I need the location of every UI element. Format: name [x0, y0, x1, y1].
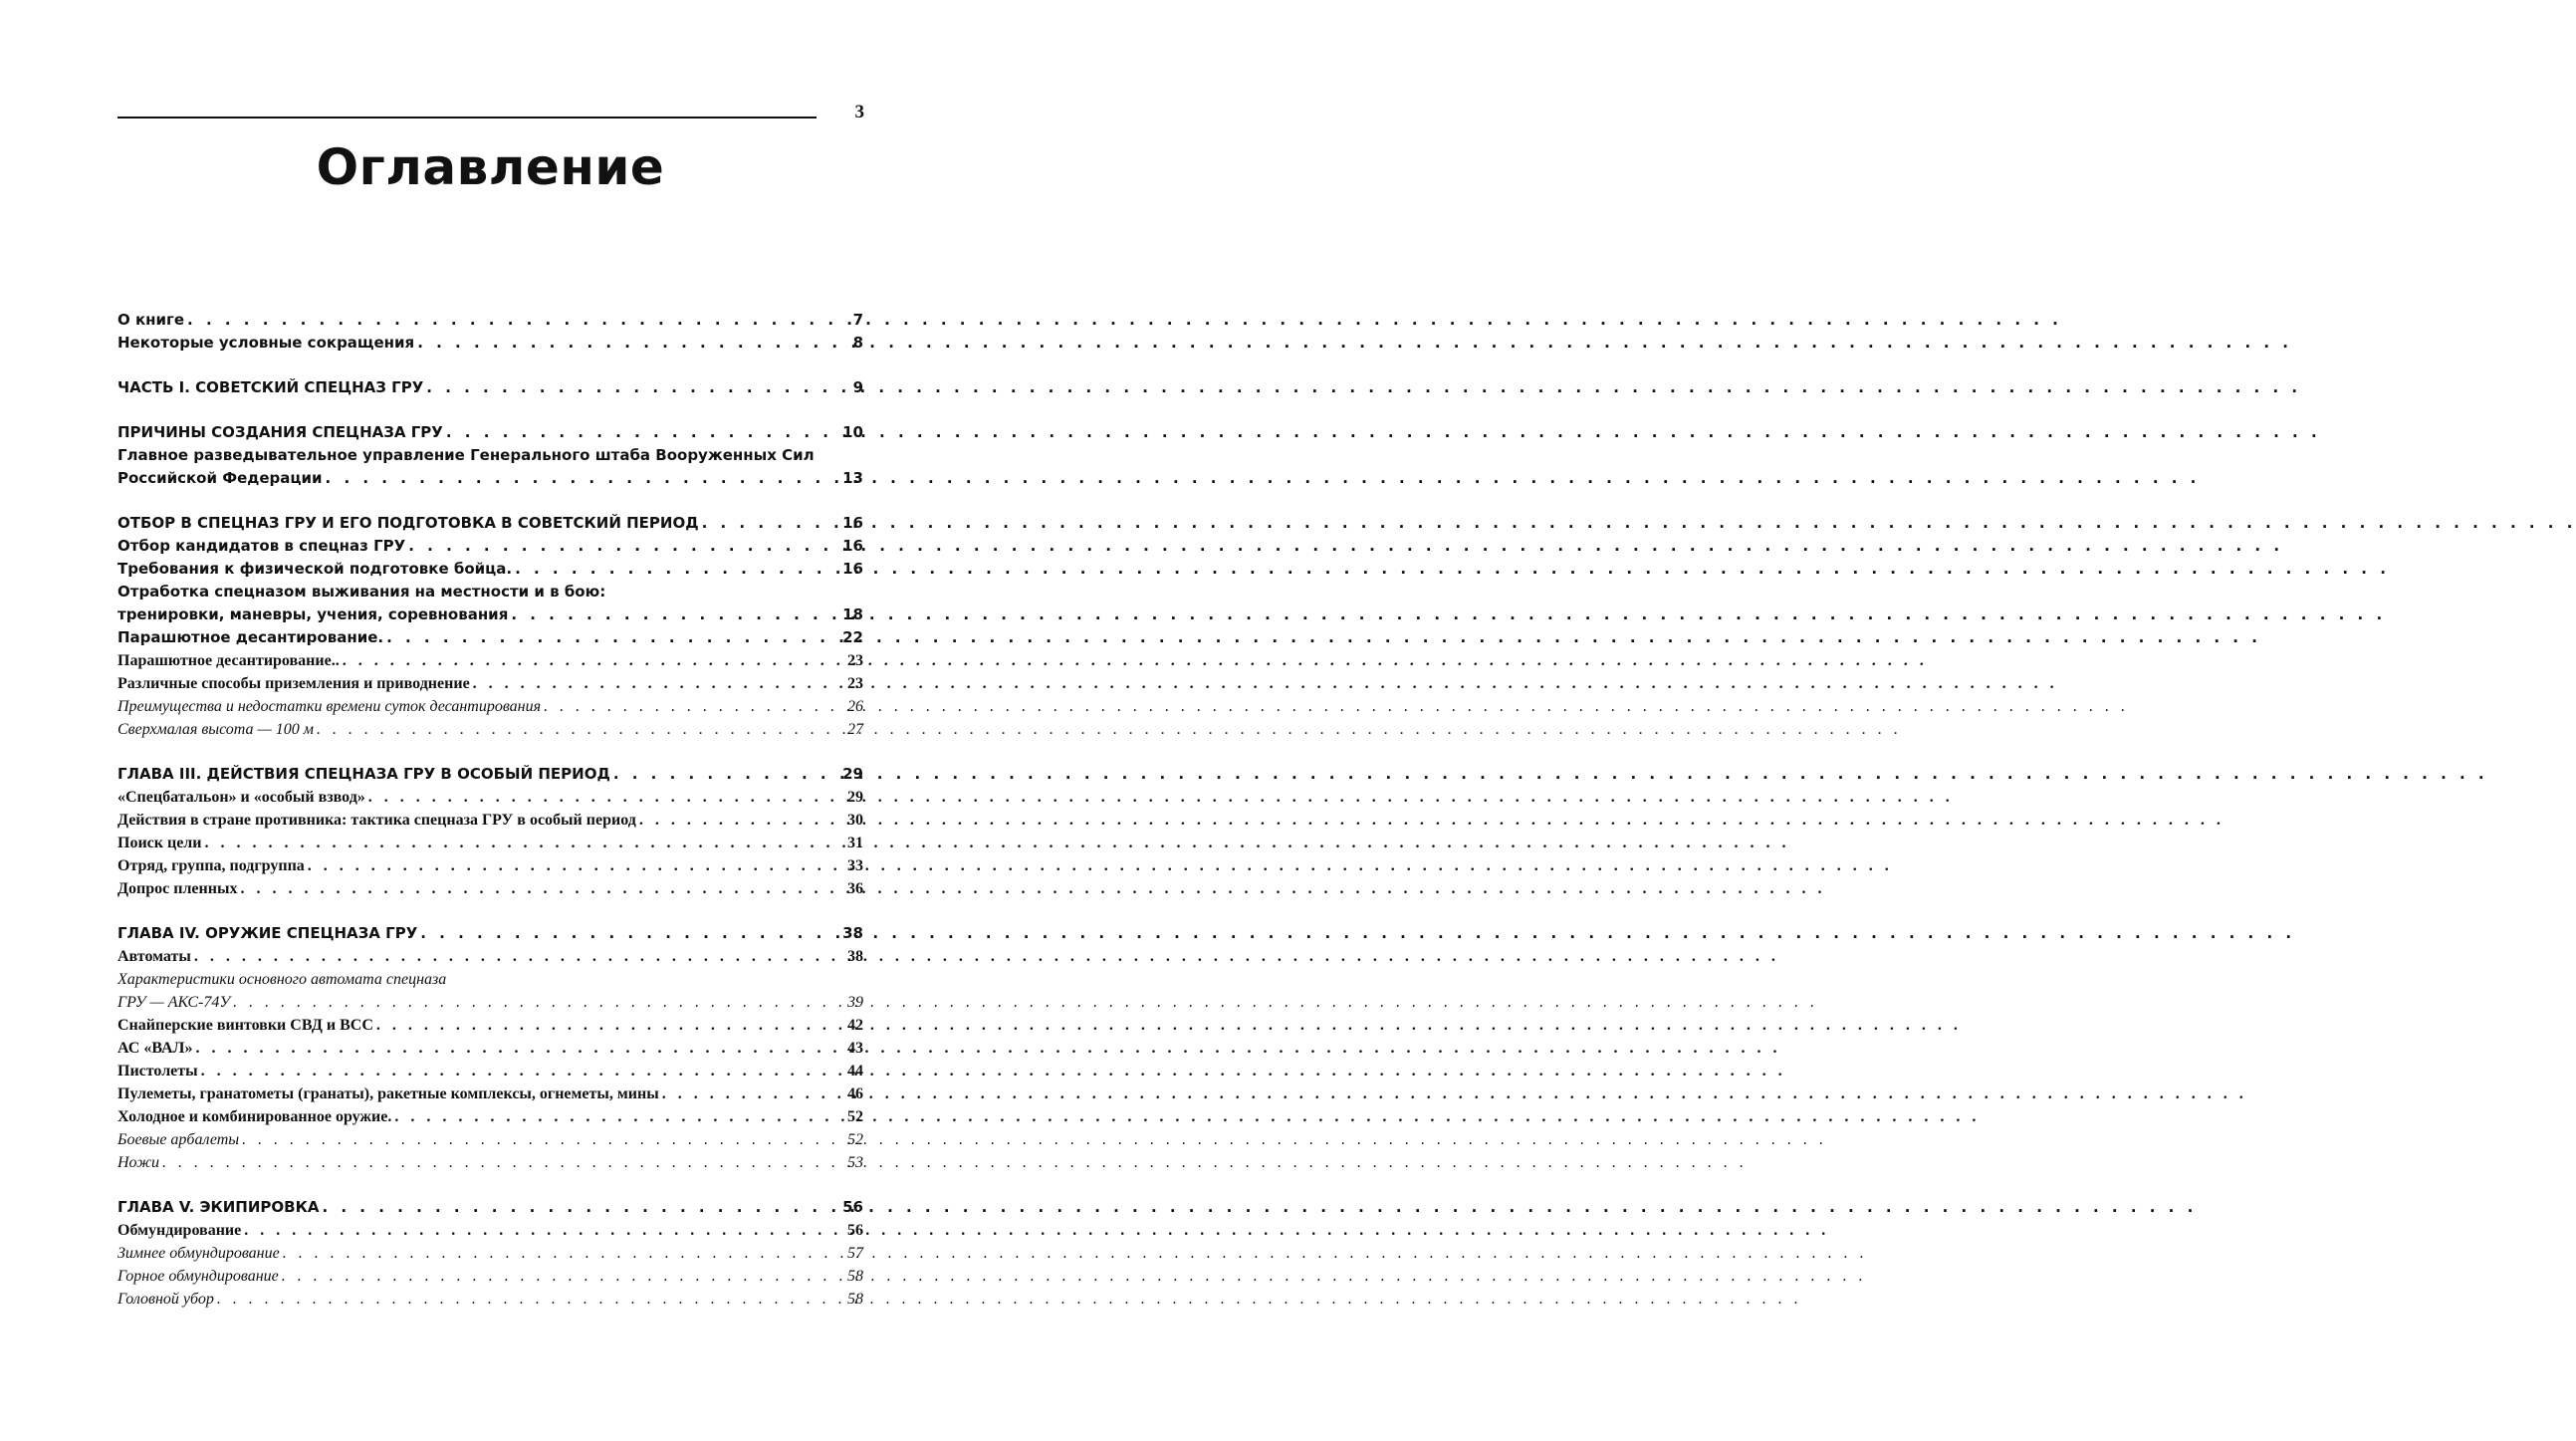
toc-entry-title: ПРИЧИНЫ СОЗДАНИЯ СПЕЦНАЗА ГРУ — [117, 423, 443, 441]
toc-entry-page: 29 — [842, 765, 863, 783]
toc-entry-title: Ножи — [117, 1154, 160, 1171]
dot-leader — [217, 1288, 844, 1311]
toc-entry[interactable] — [117, 1196, 863, 1219]
toc-entry-title: Характеристики основного автомата спецназа — [117, 971, 447, 988]
toc-entry[interactable] — [117, 467, 863, 490]
dot-leader — [613, 763, 839, 786]
toc-entry-title: Допрос пленных — [117, 880, 238, 897]
dot-leader — [162, 1151, 844, 1174]
toc-entry[interactable] — [117, 786, 863, 809]
toc-entry-title: Главное разведывательное управление Генерального штаба Вооруженных Сил — [117, 446, 815, 464]
toc-entry-page: 16 — [842, 537, 863, 555]
toc-entry-page: 33 — [847, 857, 863, 874]
toc-entry-title: АС «ВАЛ» — [117, 1040, 193, 1057]
toc-entry-page: 23 — [847, 652, 863, 669]
toc-entry-title: Холодное и комбинированное оружие. — [117, 1108, 392, 1125]
toc-entry-page: 22 — [842, 628, 863, 646]
dot-leader — [282, 1265, 844, 1288]
toc-entry-page: 38 — [842, 924, 863, 942]
toc-entry-title: Отбор кандидатов в спецназ ГРУ — [117, 537, 406, 555]
toc-entry[interactable] — [117, 309, 863, 332]
toc-entry-page: 42 — [847, 1017, 863, 1034]
toc-entry[interactable] — [117, 877, 863, 900]
table-of-contents — [117, 309, 863, 1311]
toc-entry-title: Некоторые условные сокращения — [117, 334, 415, 352]
toc-entry-page: 29 — [847, 789, 863, 806]
toc-entry[interactable] — [117, 1219, 863, 1242]
toc-entry-title: тренировки, маневры, учения, соревнования — [117, 605, 509, 623]
dot-leader — [233, 991, 844, 1014]
toc-entry[interactable] — [117, 1151, 863, 1174]
toc-entry[interactable] — [117, 376, 863, 399]
dot-leader — [283, 1242, 844, 1265]
toc-entry-title: Снайперские винтовки СВД и ВСС — [117, 1017, 373, 1034]
toc-entry[interactable] — [117, 512, 863, 535]
toc-entry[interactable] — [117, 1082, 863, 1105]
toc-entry-page: 39 — [847, 994, 863, 1011]
toc-entry-page: 27 — [847, 721, 863, 738]
dot-leader — [515, 558, 839, 581]
dot-leader — [201, 1060, 844, 1082]
toc-entry[interactable] — [117, 535, 863, 558]
toc-entry-page: 16 — [842, 560, 863, 578]
toc-entry-page: 10 — [842, 423, 863, 441]
toc-entry-title: Обмундирование — [117, 1222, 242, 1239]
toc-entry-page: 31 — [847, 835, 863, 851]
toc-entry-page: 46 — [847, 1085, 863, 1102]
dot-leader — [702, 512, 840, 535]
toc-entry-title: Парашютное десантирование.. — [117, 652, 340, 669]
toc-entry-title: Российской Федерации — [117, 469, 323, 487]
toc-entry[interactable] — [117, 1014, 863, 1037]
toc-entry-title: Боевые арбалеты — [117, 1131, 240, 1148]
toc-entry-title: Преимущества и недостатки времени суток десантирования — [117, 698, 542, 715]
dot-leader — [195, 1037, 844, 1060]
toc-entry[interactable] — [117, 695, 863, 718]
dot-leader — [343, 649, 844, 672]
header-rule — [117, 117, 817, 119]
toc-entry[interactable] — [117, 581, 863, 603]
dot-leader — [420, 922, 839, 945]
toc-entry[interactable] — [117, 558, 863, 581]
toc-entry[interactable] — [117, 922, 863, 945]
toc-entry[interactable] — [117, 718, 863, 741]
toc-entry[interactable] — [117, 603, 863, 626]
toc-entry-title: Поиск цели — [117, 835, 202, 851]
toc-entry-page: 18 — [842, 605, 863, 623]
toc-entry-title: «Спецбатальон» и «особый взвод» — [117, 789, 365, 806]
toc-entry-page: 58 — [847, 1291, 863, 1308]
page-number: 3 — [854, 102, 864, 122]
toc-entry-page: 26 — [847, 698, 863, 715]
toc-entry[interactable] — [117, 626, 863, 649]
toc-entry-title: Отряд, группа, подгруппа — [117, 857, 305, 874]
toc-entry-title: Различные способы приземления и приводнение — [117, 675, 470, 692]
toc-entry-page: 9 — [852, 378, 863, 396]
toc-entry-title: Автоматы — [117, 948, 191, 965]
toc-entry[interactable] — [117, 763, 863, 786]
toc-entry-title: Требования к физической подготовке бойца. — [117, 560, 513, 578]
toc-entry-title: ГЛАВА V. ЭКИПИРОВКА — [117, 1198, 320, 1216]
toc-entry-title: Пистолеты — [117, 1063, 198, 1080]
toc-entry-title: ГРУ — АКС-74У — [117, 994, 231, 1011]
toc-entry[interactable] — [117, 421, 863, 444]
toc-entry-page: 58 — [847, 1268, 863, 1285]
toc-entry[interactable] — [117, 672, 863, 695]
toc-entry[interactable] — [117, 832, 863, 854]
toc-entry-page: 38 — [847, 948, 863, 965]
toc-entry-title: Горное обмундирование — [117, 1268, 279, 1285]
toc-entry-title: Пулеметы, гранатометы (гранаты), ракетные комплексы, огнеметы, мины — [117, 1085, 659, 1102]
toc-entry-title: Сверхмалая высота — 100 м — [117, 721, 314, 738]
dot-leader — [205, 832, 845, 854]
dot-leader — [194, 945, 844, 968]
toc-entry[interactable] — [117, 1128, 863, 1151]
toc-entry-page: 13 — [842, 469, 863, 487]
toc-entry[interactable] — [117, 945, 863, 968]
toc-entry-title: Зимнее обмундирование — [117, 1245, 280, 1262]
dot-leader — [308, 854, 844, 877]
dot-leader — [446, 421, 839, 444]
dot-leader — [386, 626, 839, 649]
toc-entry-page: 36 — [847, 880, 863, 897]
dot-leader — [326, 467, 840, 490]
dot-leader — [408, 535, 839, 558]
toc-entry-page: 57 — [847, 1245, 863, 1262]
toc-entry-page: 52 — [847, 1131, 863, 1148]
dot-leader — [244, 1219, 844, 1242]
toc-entry-title: ГЛАВА IV. ОРУЖИЕ СПЕЦНАЗА ГРУ — [117, 924, 418, 942]
dot-leader — [426, 376, 849, 399]
toc-entry[interactable] — [117, 854, 863, 877]
dot-leader — [240, 877, 844, 900]
toc-entry-page: 52 — [847, 1108, 863, 1125]
dot-leader — [417, 332, 849, 355]
toc-entry[interactable] — [117, 1105, 863, 1128]
toc-entry-title: ОТБОР В СПЕЦНАЗ ГРУ И ЕГО ПОДГОТОВКА В СОВЕТСКИЙ ПЕРИОД — [117, 514, 699, 532]
dot-leader — [368, 786, 844, 809]
toc-entry-title: Действия в стране противника: тактика спецназа ГРУ в особый период — [117, 812, 636, 829]
dot-leader — [639, 809, 844, 832]
toc-entry-page: 23 — [847, 675, 863, 692]
toc-entry-page: 44 — [847, 1063, 863, 1080]
toc-entry-page: 43 — [847, 1040, 863, 1057]
toc-entry-title: Парашютное десантирование. — [117, 628, 384, 646]
dot-leader — [376, 1014, 844, 1037]
toc-entry[interactable] — [117, 1060, 863, 1082]
toc-entry-page: 53 — [847, 1154, 863, 1171]
toc-entry[interactable] — [117, 332, 863, 355]
toc-entry[interactable] — [117, 1242, 863, 1265]
toc-entry-title: ГЛАВА III. ДЕЙСТВИЯ СПЕЦНАЗА ГРУ В ОСОБЫЙ ПЕРИОД — [117, 765, 610, 783]
dot-leader — [317, 718, 844, 741]
toc-entry[interactable] — [117, 991, 863, 1014]
toc-entry-title: ЧАСТЬ I. СОВЕТСКИЙ СПЕЦНАЗ ГРУ — [117, 378, 424, 396]
toc-entry-page: 8 — [852, 334, 863, 352]
dot-leader — [322, 1196, 839, 1219]
toc-entry[interactable] — [117, 1037, 863, 1060]
toc-entry-title: Головной убор — [117, 1291, 214, 1308]
toc-entry-page: 16 — [842, 514, 863, 532]
toc-entry-title: О книге — [117, 311, 185, 329]
dot-leader — [511, 603, 839, 626]
dot-leader — [544, 695, 844, 718]
toc-entry-page: 56 — [842, 1198, 863, 1216]
dot-leader — [242, 1128, 844, 1151]
toc-entry[interactable] — [117, 1265, 863, 1288]
dot-leader — [394, 1105, 844, 1128]
toc-entry[interactable] — [117, 1288, 863, 1311]
toc-entry[interactable] — [117, 968, 863, 991]
dot-leader — [473, 672, 844, 695]
dot-leader — [662, 1082, 844, 1105]
dot-leader — [187, 309, 850, 332]
toc-entry[interactable] — [117, 809, 863, 832]
toc-entry-page: 56 — [847, 1222, 863, 1239]
toc-entry-page: 7 — [852, 311, 863, 329]
page-title: Оглавление — [316, 138, 665, 196]
toc-entry-title: Отработка спецназом выживания на местности и в бою: — [117, 583, 606, 600]
toc-entry[interactable] — [117, 649, 863, 672]
toc-entry-page: 30 — [847, 812, 863, 829]
toc-entry[interactable] — [117, 444, 863, 467]
